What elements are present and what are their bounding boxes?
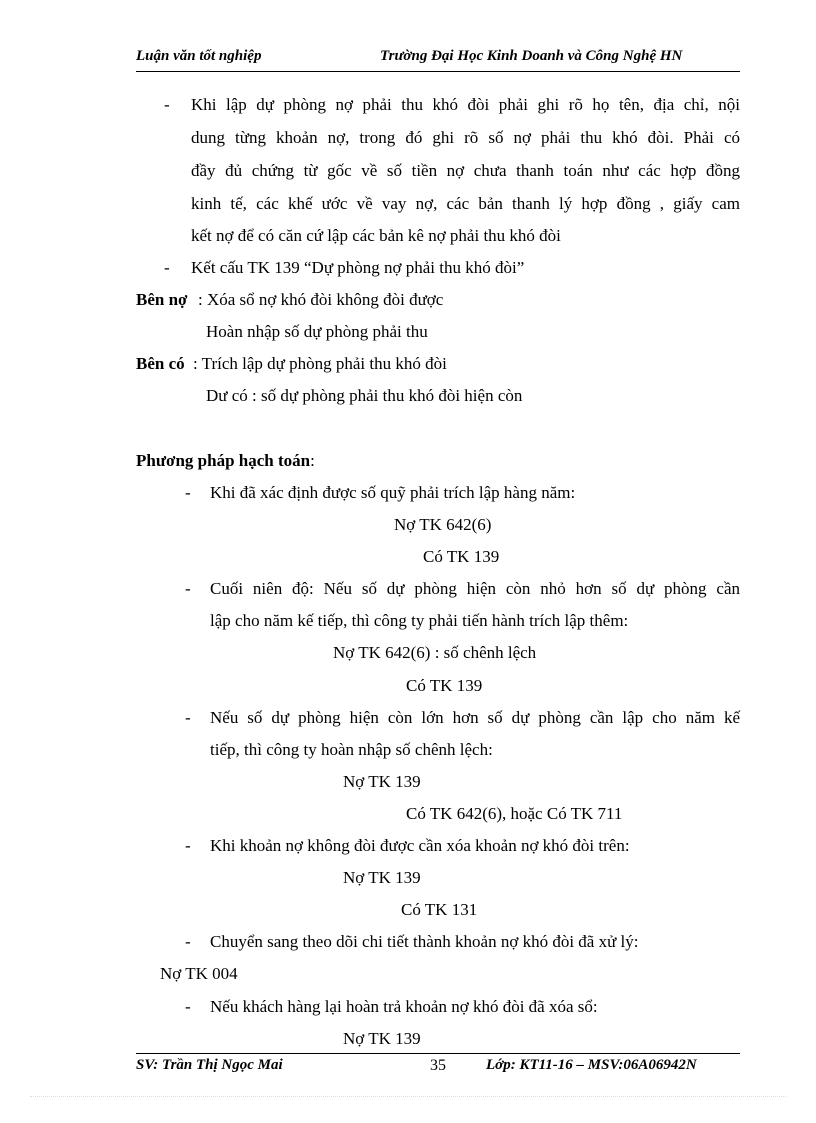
m2-co: Có TK 139 bbox=[406, 676, 483, 695]
m3-no: Nợ TK 139 bbox=[343, 772, 421, 791]
header-rule bbox=[136, 71, 740, 72]
ben-no-label: Bên nợ bbox=[136, 290, 188, 309]
bullet-dash: - bbox=[185, 932, 191, 951]
footer-class-info: Lớp: KT11-16 – MSV:06A06942N bbox=[486, 1057, 697, 1073]
m2-line-1: Cuối niên độ: Nếu số dự phòng hiện còn nhỏ hơn số dự phòng cần bbox=[210, 579, 740, 598]
p1-line-1: Khi lập dự phòng nợ phải thu khó đòi phải ghi rõ họ tên, địa chỉ, nội bbox=[191, 95, 740, 114]
footer-rule bbox=[136, 1053, 740, 1054]
m5-text: Chuyển sang theo dõi chi tiết thành khoản nợ khó đòi đã xử lý: bbox=[210, 932, 639, 951]
m5-no: Nợ TK 004 bbox=[160, 964, 238, 983]
m3-line-1: Nếu số dự phòng hiện còn lớn hơn số dự phòng cần lập cho năm kế bbox=[210, 708, 740, 727]
m3-co: Có TK 642(6), hoặc Có TK 711 bbox=[406, 804, 623, 823]
page-bottom-edge bbox=[30, 1096, 786, 1097]
bullet-dash: - bbox=[185, 579, 191, 598]
header-right: Trường Đại Học Kinh Doanh và Công Nghệ HN bbox=[380, 48, 683, 64]
ben-co-label: Bên có bbox=[136, 354, 185, 373]
ben-no-line-1: : Xóa sổ nợ khó đòi không đòi được bbox=[198, 290, 444, 309]
m2-line-2: lập cho năm kế tiếp, thì công ty phải tiến hành trích lập thêm: bbox=[210, 611, 629, 630]
p1-line-3: đầy đủ chứng từ gốc về số tiền nợ chưa thanh toán như các hợp đồng bbox=[191, 161, 740, 180]
header-left: Luận văn tốt nghiệp bbox=[136, 48, 262, 64]
p1-line-2: dung từng khoản nợ, trong đó ghi rõ số nợ phải thu khó đòi. Phải có bbox=[191, 128, 740, 147]
structure-title: Kết cấu TK 139 “Dự phòng nợ phải thu khó đòi” bbox=[191, 258, 525, 277]
method-heading bbox=[136, 445, 315, 477]
ben-co-line-2: Dư có : số dự phòng phải thu khó đòi hiện còn bbox=[206, 386, 523, 405]
m6-text: Nếu khách hàng lại hoàn trả khoản nợ khó đòi đã xóa sổ: bbox=[210, 997, 598, 1016]
ben-co-line-1: : Trích lập dự phòng phải thu khó đòi bbox=[193, 354, 447, 373]
p1-line-5: kết nợ để có căn cứ lập các bản kê nợ phải thu khó đòi bbox=[191, 226, 561, 245]
m1-co: Có TK 139 bbox=[423, 547, 500, 566]
m2-no: Nợ TK 642(6) : số chênh lệch bbox=[333, 643, 537, 662]
method-colon: : bbox=[310, 451, 315, 470]
m1-no: Nợ TK 642(6) bbox=[394, 515, 492, 534]
m4-text: Khi khoản nợ không đòi được cần xóa khoản nợ khó đòi trên: bbox=[210, 836, 630, 855]
bullet-dash: - bbox=[164, 258, 170, 277]
footer-student: SV: Trần Thị Ngọc Mai bbox=[136, 1057, 283, 1073]
m6-no: Nợ TK 139 bbox=[343, 1029, 421, 1048]
bullet-dash: - bbox=[185, 836, 191, 855]
ben-no-line-2: Hoàn nhập số dự phòng phải thu bbox=[206, 322, 428, 341]
p1-line-4: kinh tế, các khế ước về vay nợ, các bản thanh lý hợp đồng , giấy cam bbox=[191, 194, 740, 213]
bullet-dash: - bbox=[185, 708, 191, 727]
method-title: Phương pháp hạch toán bbox=[136, 451, 311, 470]
m4-no: Nợ TK 139 bbox=[343, 868, 421, 887]
m4-co: Có TK 131 bbox=[401, 900, 478, 919]
bullet-dash: - bbox=[185, 483, 191, 502]
page-number: 35 bbox=[430, 1057, 446, 1074]
m1-text: Khi đã xác định được số quỹ phải trích lập hàng năm: bbox=[210, 483, 576, 502]
bullet-dash: - bbox=[164, 95, 170, 114]
bullet-dash: - bbox=[185, 997, 191, 1016]
m3-line-2: tiếp, thì công ty hoàn nhập số chênh lệch: bbox=[210, 740, 493, 759]
